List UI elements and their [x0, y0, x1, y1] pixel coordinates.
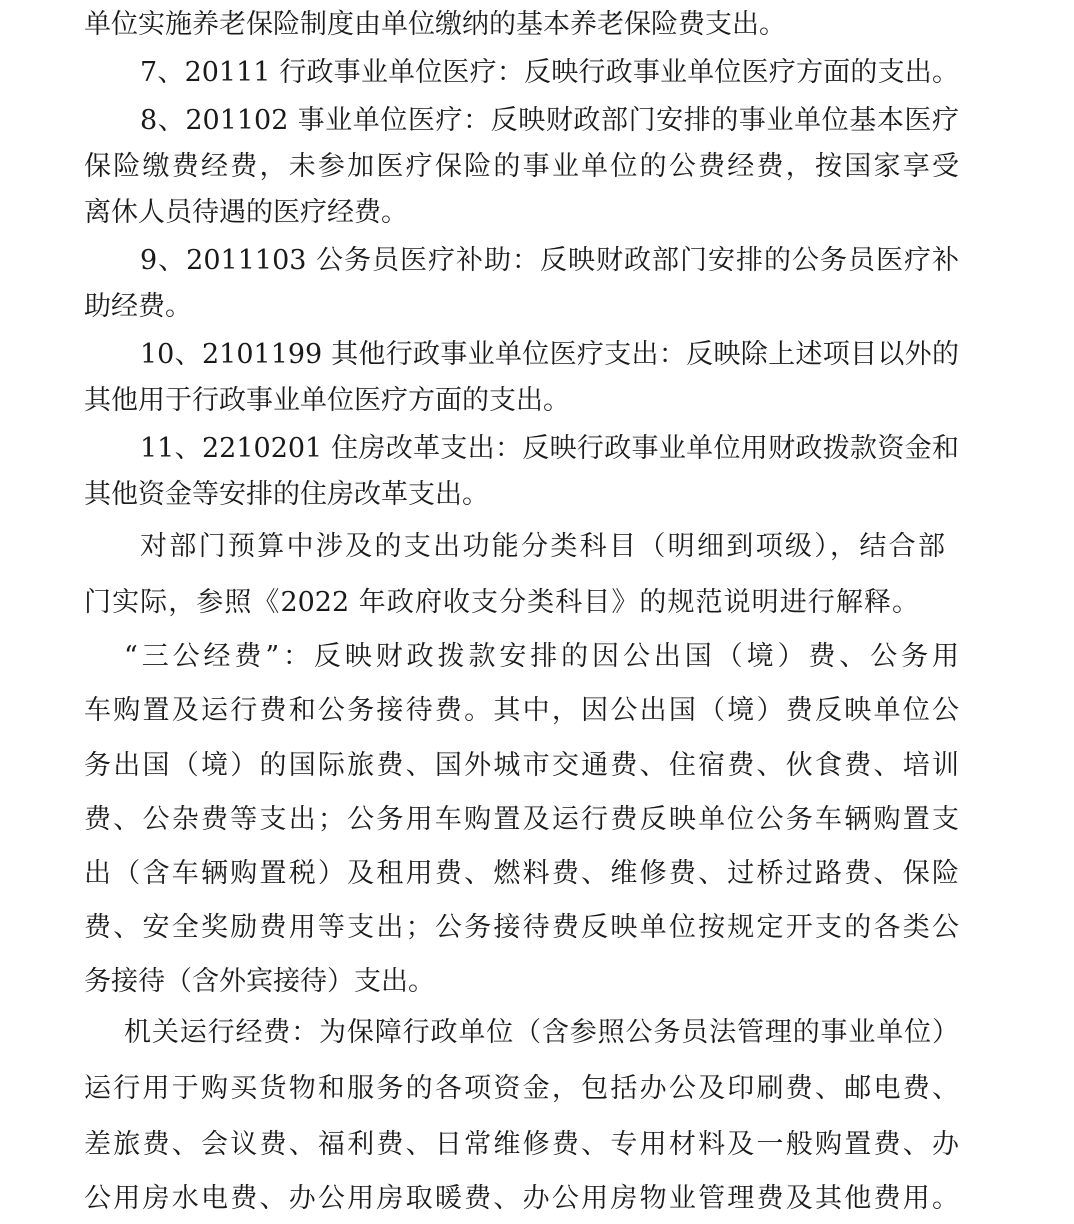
text-line-4: 保险缴费经费，未参加医疗保险的事业单位的公费经费，按国家享受: [84, 151, 959, 182]
text-line-11: 其他资金等安排的住房改革支出。: [84, 479, 489, 510]
text-line-17: 费、公杂费等支出；公务用车购置及运行费反映单位公务车辆购置支: [84, 804, 959, 835]
text-line-22: 运行用于购买货物和服务的各项资金，包括办公及印刷费、邮电费、: [84, 1073, 959, 1104]
text-line-6: 9、2011103 公务员医疗补助：反映财政部门安排的公务员医疗补: [140, 245, 959, 276]
text-line-13: 门实际，参照《2022 年政府收支分类科目》的规范说明进行解释。: [84, 587, 919, 618]
text-line-7: 助经费。: [84, 291, 192, 322]
text-line-18: 出（含车辆购置税）及租用费、燃料费、维修费、过桥过路费、保险: [84, 858, 959, 889]
text-line-8: 10、2101199 其他行政事业单位医疗支出：反映除上述项目以外的: [140, 339, 959, 370]
text-line-10: 11、2210201 住房改革支出：反映行政事业单位用财政拨款资金和: [140, 433, 959, 464]
text-line-5: 离休人员待遇的医疗经费。: [84, 197, 408, 228]
text-line-14: “三公经费”：反映财政拨款安排的因公出国（境）费、公务用: [124, 641, 959, 672]
text-line-9: 其他用于行政事业单位医疗方面的支出。: [84, 385, 570, 416]
text-line-12: 对部门预算中涉及的支出功能分类科目（明细到项级），结合部: [140, 531, 945, 562]
text-line-20: 务接待（含外宾接待）支出。: [84, 966, 435, 997]
text-line-2: 7、20111 行政事业单位医疗：反映行政事业单位医疗方面的支出。: [140, 57, 959, 88]
text-line-1: 单位实施养老保险制度由单位缴纳的基本养老保险费支出。: [84, 9, 786, 40]
text-line-15: 车购置及运行费和公务接待费。其中，因公出国（境）费反映单位公: [84, 695, 959, 726]
text-line-3: 8、201102 事业单位医疗：反映财政部门安排的事业单位基本医疗: [140, 105, 959, 136]
text-line-23: 差旅费、会议费、福利费、日常维修费、专用材料及一般购置费、办: [84, 1129, 959, 1160]
text-line-24: 公用房水电费、办公用房取暖费、办公用房物业管理费及其他费用。: [84, 1183, 959, 1214]
text-line-19: 费、安全奖励费用等支出；公务接待费反映单位按规定开支的各类公: [84, 912, 959, 943]
text-line-16: 务出国（境）的国际旅费、国外城市交通费、住宿费、伙食费、培训: [84, 750, 959, 781]
text-line-21: 机关运行经费：为保障行政单位（含参照公务员法管理的事业单位）: [124, 1017, 959, 1048]
